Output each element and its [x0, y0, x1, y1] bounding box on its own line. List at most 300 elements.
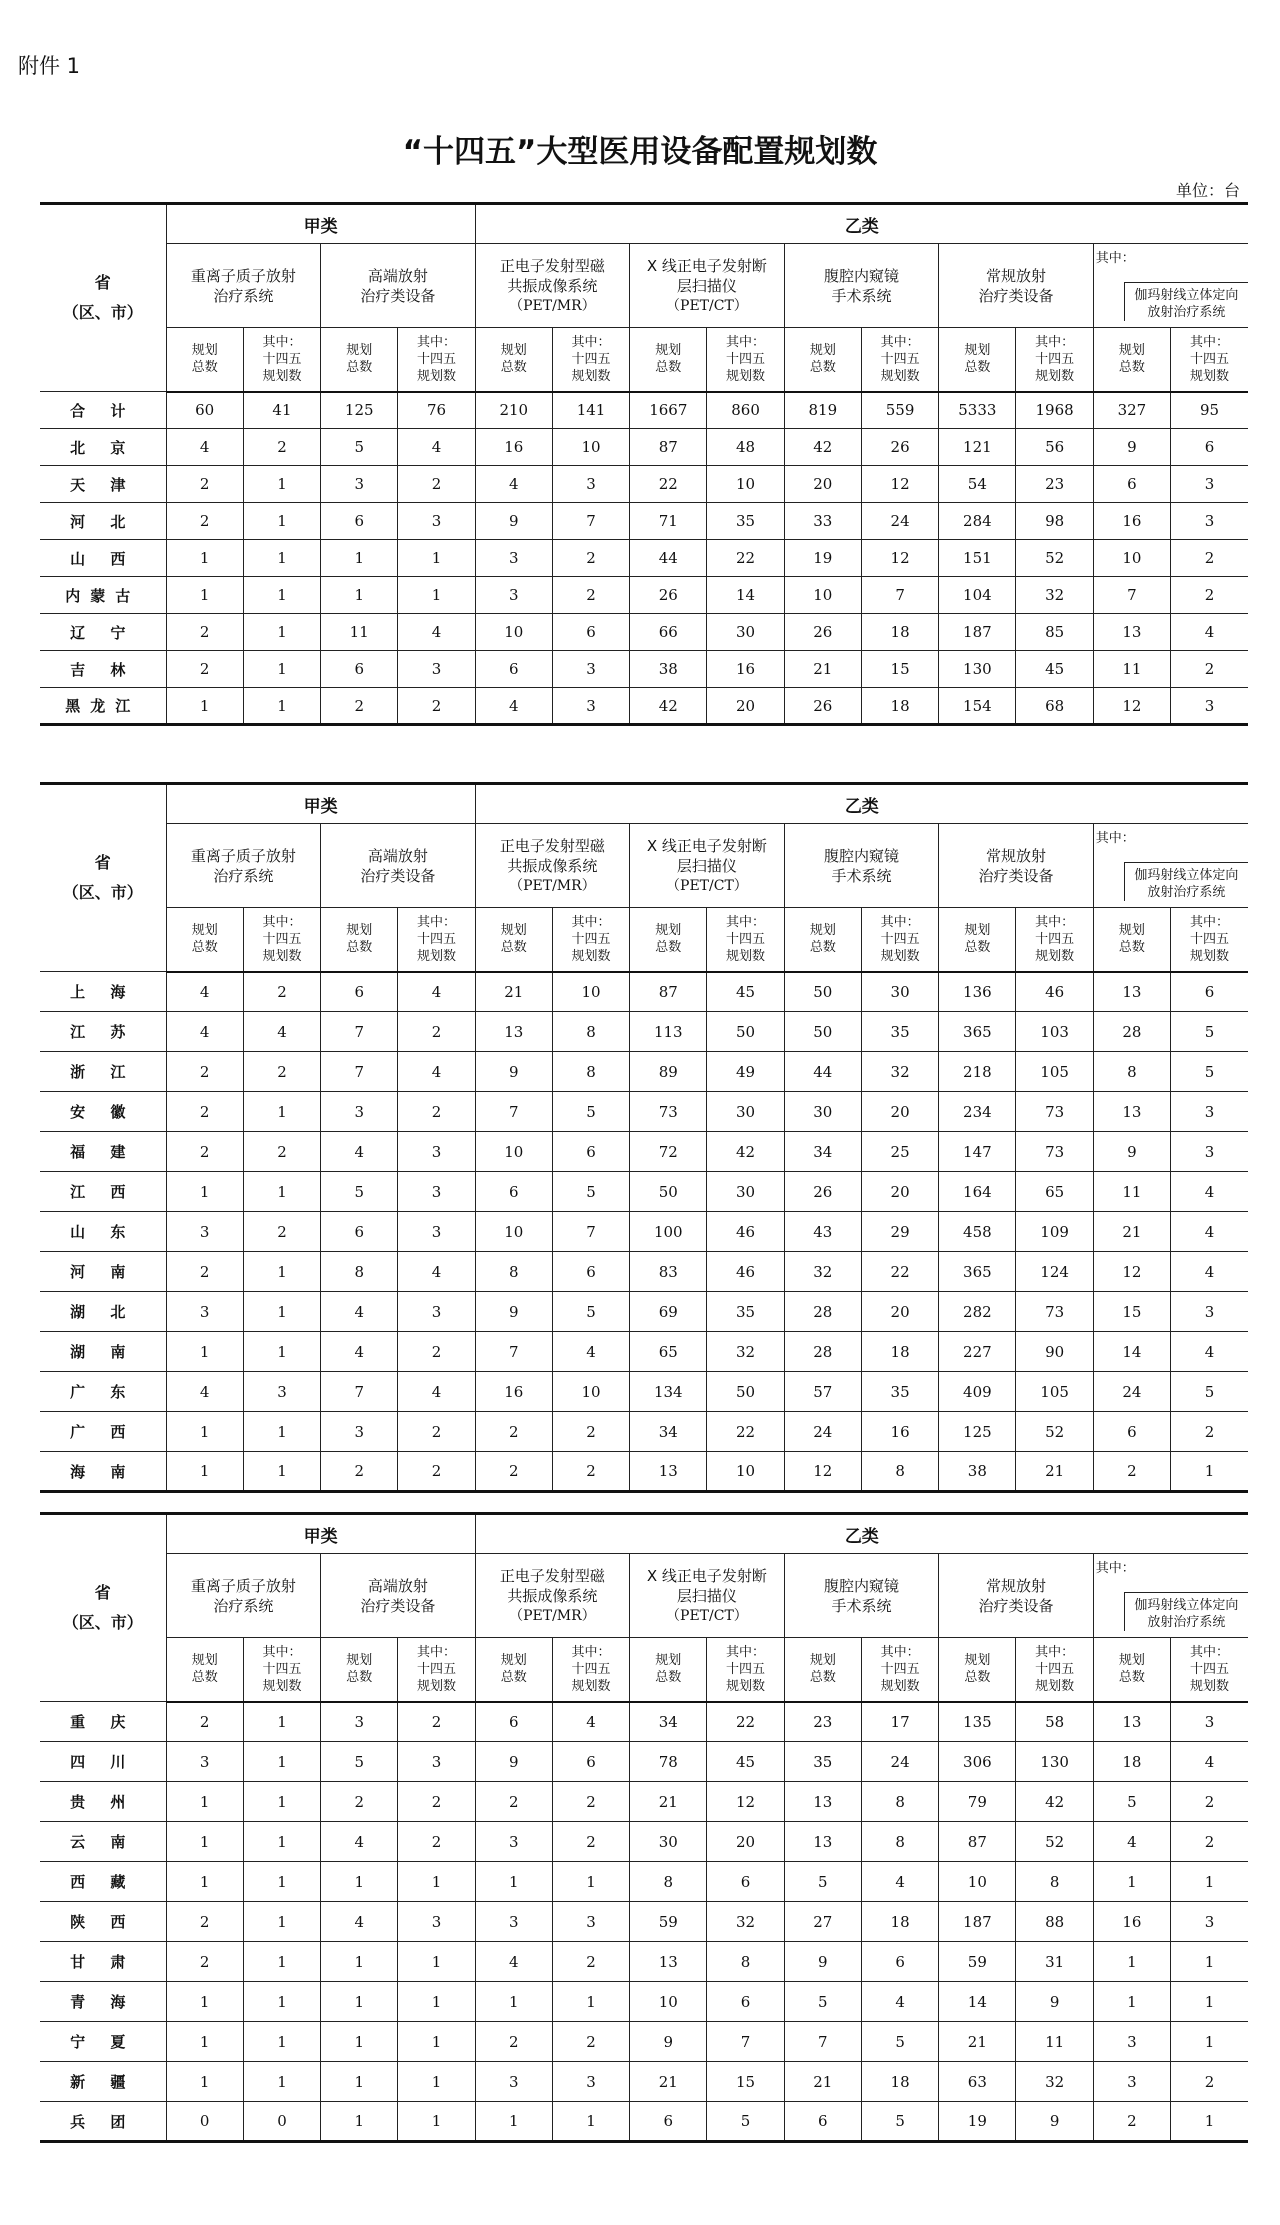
sub-text: 总数: [809, 1670, 836, 1686]
sub-text: 十四五: [1190, 351, 1230, 367]
province-name: 广 西: [40, 1412, 166, 1452]
cell-value: 3: [552, 1902, 629, 1942]
cat-text: 高端放射: [367, 266, 428, 285]
sub-text: 其中：: [571, 1644, 611, 1660]
cell-value: 45: [707, 1742, 784, 1782]
cell-value: 35: [707, 1292, 784, 1332]
cell-value: 3: [321, 466, 398, 503]
cell-value: 18: [861, 614, 938, 651]
cell-value: 20: [784, 466, 861, 503]
cell-value: 21: [784, 2062, 861, 2102]
sub-header-plan-total: [630, 328, 707, 392]
cell-value: 19: [784, 540, 861, 577]
cell-value: 141: [552, 392, 629, 429]
cat-text: （PET/MR）: [509, 877, 596, 894]
cell-value: 83: [630, 1252, 707, 1292]
cat-text: X 线正电子发射断: [646, 1566, 767, 1585]
province-header-sub: （区、市）: [62, 883, 143, 902]
cell-value: 2: [1171, 2062, 1248, 2102]
cell-value: 66: [630, 614, 707, 651]
cell-value: 23: [784, 1702, 861, 1742]
cell-value: 3: [1093, 2062, 1170, 2102]
cat-laparoscope: [784, 824, 939, 908]
cell-value: 2: [243, 1212, 320, 1252]
cell-value: 3: [475, 1822, 552, 1862]
cat-text: 治疗类设备: [360, 866, 436, 885]
cat-pet-ct: [630, 1554, 785, 1638]
sub-header-14th-plan: [707, 1638, 784, 1702]
province-name: 天 津: [40, 466, 166, 503]
cell-value: 124: [1016, 1252, 1093, 1292]
cell-value: 59: [630, 1902, 707, 1942]
sub-text: 十四五: [262, 351, 302, 367]
cell-value: 2: [398, 466, 475, 503]
cell-value: 282: [939, 1292, 1016, 1332]
cat-text: 正电子发射型磁: [499, 836, 605, 855]
cell-value: 21: [1093, 1212, 1170, 1252]
cell-value: 16: [861, 1412, 938, 1452]
cell-value: 18: [861, 688, 938, 725]
cell-value: 35: [861, 1372, 938, 1412]
cell-value: 1: [166, 1172, 243, 1212]
sub-text: 总数: [500, 360, 527, 376]
province-name: 甘 肃: [40, 1942, 166, 1982]
province-name: 安 徽: [40, 1092, 166, 1132]
sub-text: 总数: [346, 360, 373, 376]
cell-value: 1: [1093, 1942, 1170, 1982]
sub-text: 规划数: [726, 948, 766, 964]
sub-text: 其中：: [416, 1644, 456, 1660]
cell-value: 32: [707, 1332, 784, 1372]
sub-text: 规划: [191, 923, 218, 939]
cell-value: 1: [1171, 2102, 1248, 2142]
cell-value: 3: [552, 2062, 629, 2102]
sub-header-14th-plan: [243, 1638, 320, 1702]
sub-header-14th-plan: [398, 908, 475, 972]
cell-value: 3: [1171, 466, 1248, 503]
group-a-header: 甲类: [166, 784, 475, 824]
cell-value: 9: [784, 1942, 861, 1982]
sub-text: 规划: [500, 343, 527, 359]
cell-value: 9: [1093, 429, 1170, 466]
cell-value: 30: [707, 1092, 784, 1132]
cell-value: 1: [243, 577, 320, 614]
cell-value: 8: [475, 1252, 552, 1292]
cat-text: （PET/CT）: [666, 1607, 748, 1624]
sub-header-plan-total: [1093, 328, 1170, 392]
province-name: 兵 团: [40, 2102, 166, 2142]
sub-text: 规划数: [726, 368, 766, 384]
cell-value: 4: [475, 1942, 552, 1982]
cell-value: 2: [552, 1452, 629, 1492]
cell-value: 2: [398, 1452, 475, 1492]
cell-value: 100: [630, 1212, 707, 1252]
cell-value: 5: [1171, 1012, 1248, 1052]
cat-heavy-ion: [166, 1554, 321, 1638]
cell-value: 42: [1016, 1782, 1093, 1822]
cell-value: 1: [243, 1822, 320, 1862]
cell-value: 5: [1171, 1052, 1248, 1092]
sub-header-14th-plan: [243, 328, 320, 392]
cell-value: 1: [552, 1862, 629, 1902]
sub-header-14th-plan: [552, 908, 629, 972]
sub-text: 十四五: [262, 1661, 302, 1677]
qizhong-label: 其中：: [1095, 1561, 1135, 1576]
sub-header-plan-total: [166, 908, 243, 972]
cat-text: （PET/MR）: [509, 297, 596, 314]
cell-value: 25: [861, 1132, 938, 1172]
sub-text: 规划: [655, 343, 682, 359]
sub-header-plan-total: [475, 908, 552, 972]
cell-value: 1: [243, 1172, 320, 1212]
cat-text: 治疗类设备: [978, 286, 1054, 305]
table-row: [40, 1982, 1248, 2022]
province-name: 云 南: [40, 1822, 166, 1862]
cat-high-end-radiation: [321, 824, 476, 908]
cell-value: 2: [166, 1092, 243, 1132]
cell-value: 30: [630, 1822, 707, 1862]
cell-value: 4: [1171, 1332, 1248, 1372]
cell-value: 1: [166, 540, 243, 577]
cell-value: 5: [321, 1172, 398, 1212]
cell-value: 26: [784, 688, 861, 725]
sub-text: 总数: [191, 1670, 218, 1686]
sub-header-plan-total: [475, 1638, 552, 1702]
sub-text: 总数: [655, 360, 682, 376]
cell-value: 26: [784, 614, 861, 651]
cell-value: 16: [475, 1372, 552, 1412]
cell-value: 3: [321, 1702, 398, 1742]
cell-value: 2: [1093, 1452, 1170, 1492]
cell-value: 819: [784, 392, 861, 429]
cell-value: 1: [243, 688, 320, 725]
cell-value: 50: [707, 1372, 784, 1412]
cell-value: 1: [243, 614, 320, 651]
sub-text: 其中：: [416, 334, 456, 350]
cell-value: 5: [552, 1292, 629, 1332]
sub-header-plan-total: [475, 328, 552, 392]
table-row: [40, 1092, 1248, 1132]
cell-value: 32: [1016, 2062, 1093, 2102]
cell-value: 7: [552, 1212, 629, 1252]
cell-value: 2: [398, 688, 475, 725]
sub-text: 其中：: [262, 914, 302, 930]
cell-value: 6: [475, 1172, 552, 1212]
province-name: 贵 州: [40, 1782, 166, 1822]
cell-value: 2: [475, 2022, 552, 2062]
cell-value: 69: [630, 1292, 707, 1332]
cat-conventional-radiation: [939, 244, 1094, 328]
cell-value: 58: [1016, 1702, 1093, 1742]
cell-value: 3: [475, 1902, 552, 1942]
cell-value: 4: [398, 429, 475, 466]
cell-value: 10: [552, 1372, 629, 1412]
table-row: [40, 1942, 1248, 1982]
cell-value: 2: [552, 1782, 629, 1822]
table-row: [40, 1412, 1248, 1452]
cell-value: 65: [1016, 1172, 1093, 1212]
cell-value: 130: [1016, 1742, 1093, 1782]
cell-value: 8: [552, 1052, 629, 1092]
cell-value: 27: [784, 1902, 861, 1942]
sub-text: 总数: [655, 1670, 682, 1686]
sub-header-14th-plan: [861, 328, 938, 392]
sub-text: 其中：: [726, 914, 766, 930]
qizhong-label: 其中：: [1095, 251, 1135, 266]
province-name: 河 北: [40, 503, 166, 540]
cell-value: 4: [321, 1332, 398, 1372]
cell-value: 4: [398, 614, 475, 651]
cell-value: 30: [707, 1172, 784, 1212]
cell-value: 125: [939, 1412, 1016, 1452]
cell-value: 12: [861, 466, 938, 503]
cell-value: 1: [398, 2022, 475, 2062]
cell-value: 2: [398, 1092, 475, 1132]
cell-value: 52: [1016, 1822, 1093, 1862]
sub-text: 其中：: [1190, 1644, 1230, 1660]
cell-value: 1968: [1016, 392, 1093, 429]
cell-value: 46: [707, 1252, 784, 1292]
cat-text: 正电子发射型磁: [499, 256, 605, 275]
cat-text: 高端放射: [367, 1576, 428, 1595]
sub-text: 规划数: [262, 948, 302, 964]
cell-value: 4: [243, 1012, 320, 1052]
sub-text: 规划数: [262, 1678, 302, 1694]
cell-value: 1: [398, 1862, 475, 1902]
cell-value: 2: [475, 1452, 552, 1492]
sub-text: 十四五: [416, 351, 456, 367]
sub-header-14th-plan: [861, 908, 938, 972]
cell-value: 1: [243, 1332, 320, 1372]
group-b-header: 乙类: [475, 784, 1248, 824]
cat-text: （PET/CT）: [666, 297, 748, 314]
cell-value: 20: [861, 1292, 938, 1332]
cell-value: 1: [243, 1092, 320, 1132]
cell-value: 6: [1093, 466, 1170, 503]
sub-text: 规划数: [880, 948, 920, 964]
cat-text: 腹腔内窥镜: [823, 266, 899, 285]
cell-value: 35: [707, 503, 784, 540]
cell-value: 18: [1093, 1742, 1170, 1782]
sub-text: 规划数: [1035, 948, 1075, 964]
province-header-sub: （区、市）: [62, 1613, 143, 1632]
province-name: 四 川: [40, 1742, 166, 1782]
cell-value: 3: [243, 1372, 320, 1412]
cell-value: 14: [1093, 1332, 1170, 1372]
province-name: 江 苏: [40, 1012, 166, 1052]
cell-value: 15: [861, 651, 938, 688]
cell-value: 20: [861, 1172, 938, 1212]
cat-pet-ct: [630, 824, 785, 908]
cell-value: 2: [321, 1452, 398, 1492]
cell-value: 11: [1093, 651, 1170, 688]
sub-text: 其中：: [262, 1644, 302, 1660]
sub-text: 规划: [655, 1653, 682, 1669]
unit-label: 单位：台: [1175, 181, 1240, 200]
cell-value: 2: [552, 577, 629, 614]
sub-header-14th-plan: [552, 1638, 629, 1702]
cat-laparoscope: [784, 1554, 939, 1638]
sub-text: 规划数: [571, 948, 611, 964]
sub-header-plan-total: [630, 908, 707, 972]
cat-pet-mr: [475, 244, 630, 328]
cell-value: 10: [475, 1132, 552, 1172]
cell-value: 2: [552, 1412, 629, 1452]
cell-value: 109: [1016, 1212, 1093, 1252]
sub-text: 总数: [655, 940, 682, 956]
cat-text: 治疗系统: [213, 1596, 274, 1615]
cell-value: 164: [939, 1172, 1016, 1212]
cell-value: 22: [707, 540, 784, 577]
cat-text: 伽玛射线立体定向: [1134, 288, 1239, 303]
cell-value: 1: [1171, 1942, 1248, 1982]
cat-text: 高端放射: [367, 846, 428, 865]
cell-value: 1: [243, 1252, 320, 1292]
cell-value: 1: [1171, 2022, 1248, 2062]
cell-value: 1: [321, 2022, 398, 2062]
sub-text: 十四五: [416, 931, 456, 947]
cell-value: 6: [707, 1862, 784, 1902]
sub-header-plan-total: [321, 908, 398, 972]
qizhong-label: 其中：: [1095, 831, 1135, 846]
cell-value: 8: [707, 1942, 784, 1982]
cell-value: 7: [784, 2022, 861, 2062]
cell-value: 6: [784, 2102, 861, 2142]
cell-value: 134: [630, 1372, 707, 1412]
cell-value: 50: [707, 1012, 784, 1052]
cell-value: 32: [707, 1902, 784, 1942]
cell-value: 1: [243, 540, 320, 577]
sub-text: 十四五: [1035, 1661, 1075, 1677]
cat-text: X 线正电子发射断: [646, 256, 767, 275]
province-name: 山 东: [40, 1212, 166, 1252]
cell-value: 1: [243, 1742, 320, 1782]
cell-value: 2: [398, 1782, 475, 1822]
cell-value: 2: [166, 651, 243, 688]
cell-value: 72: [630, 1132, 707, 1172]
table-row: [40, 503, 1248, 540]
cat-text: 放射治疗系统: [1147, 1615, 1226, 1630]
sub-header-14th-plan: [1016, 908, 1093, 972]
cell-value: 135: [939, 1702, 1016, 1742]
cell-value: 65: [630, 1332, 707, 1372]
cell-value: 2: [166, 503, 243, 540]
cell-value: 7: [707, 2022, 784, 2062]
sub-header-plan-total: [1093, 908, 1170, 972]
cell-value: 2: [552, 2022, 629, 2062]
cat-conventional-radiation: [939, 824, 1094, 908]
cell-value: 3: [1171, 688, 1248, 725]
cell-value: 1: [166, 1782, 243, 1822]
cell-value: 6: [1171, 972, 1248, 1012]
cat-text: 层扫描仪: [676, 1586, 737, 1605]
attachment-label: 附件 1: [18, 54, 81, 78]
cell-value: 88: [1016, 1902, 1093, 1942]
cell-value: 6: [1093, 1412, 1170, 1452]
cell-value: 15: [707, 2062, 784, 2102]
cat-text: 共振成像系统: [507, 276, 598, 295]
cell-value: 1: [398, 577, 475, 614]
cell-value: 11: [321, 614, 398, 651]
sub-text: 十四五: [571, 931, 611, 947]
cell-value: 10: [552, 429, 629, 466]
cell-value: 10: [939, 1862, 1016, 1902]
cell-value: 3: [1171, 1902, 1248, 1942]
cell-value: 1: [166, 1982, 243, 2022]
sub-header-14th-plan: [707, 908, 784, 972]
cell-value: 6: [552, 1252, 629, 1292]
cat-conventional-radiation: [939, 1554, 1094, 1638]
cell-value: 29: [861, 1212, 938, 1252]
cell-value: 32: [1016, 577, 1093, 614]
cell-value: 154: [939, 688, 1016, 725]
cell-value: 33: [784, 503, 861, 540]
cell-value: 1: [166, 1412, 243, 1452]
sub-header-14th-plan: [552, 328, 629, 392]
cell-value: 5: [861, 2022, 938, 2062]
cell-value: 2: [398, 1332, 475, 1372]
cell-value: 1: [321, 2062, 398, 2102]
cell-value: 104: [939, 577, 1016, 614]
equipment-table-3: [40, 1512, 1248, 2143]
cell-value: 6: [475, 1702, 552, 1742]
cell-value: 1: [1093, 1982, 1170, 2022]
cell-value: 1: [243, 466, 320, 503]
cell-value: 4: [1171, 1252, 1248, 1292]
sub-header-plan-total: [1093, 1638, 1170, 1702]
cat-text: （PET/CT）: [666, 877, 748, 894]
cell-value: 4: [552, 1702, 629, 1742]
cell-value: 1: [243, 1292, 320, 1332]
cell-value: 11: [1093, 1172, 1170, 1212]
sub-header-14th-plan: [243, 908, 320, 972]
province-header: [40, 784, 166, 972]
cat-text: 重离子质子放射: [190, 266, 296, 285]
province-header-sub: （区、市）: [62, 303, 143, 322]
cat-text: 重离子质子放射: [190, 846, 296, 865]
cell-value: 3: [552, 688, 629, 725]
cat-pet-ct: [630, 244, 785, 328]
cell-value: 2: [475, 1412, 552, 1452]
cell-value: 1: [321, 1942, 398, 1982]
cell-value: 3: [398, 1212, 475, 1252]
sub-text: 其中：: [726, 1644, 766, 1660]
table-row: [40, 1292, 1248, 1332]
sub-text: 总数: [500, 1670, 527, 1686]
sub-header-plan-total: [630, 1638, 707, 1702]
sub-text: 规划数: [416, 1678, 456, 1694]
sub-text: 总数: [964, 360, 991, 376]
cat-pet-mr: [475, 1554, 630, 1638]
cell-value: 9: [630, 2022, 707, 2062]
sub-header-plan-total: [939, 328, 1016, 392]
sub-text: 规划: [346, 1653, 373, 1669]
cell-value: 1: [398, 2102, 475, 2142]
cell-value: 125: [321, 392, 398, 429]
cell-value: 2: [398, 1822, 475, 1862]
sub-header-plan-total: [321, 328, 398, 392]
cell-value: 9: [1016, 2102, 1093, 2142]
cell-value: 6: [321, 1212, 398, 1252]
cell-value: 50: [630, 1172, 707, 1212]
province-name: 西 藏: [40, 1862, 166, 1902]
cat-high-end-radiation: [321, 1554, 476, 1638]
cell-value: 44: [784, 1052, 861, 1092]
cell-value: 21: [630, 1782, 707, 1822]
table-row: [40, 1452, 1248, 1492]
province-header: [40, 1514, 166, 1702]
table-row: [40, 2062, 1248, 2102]
